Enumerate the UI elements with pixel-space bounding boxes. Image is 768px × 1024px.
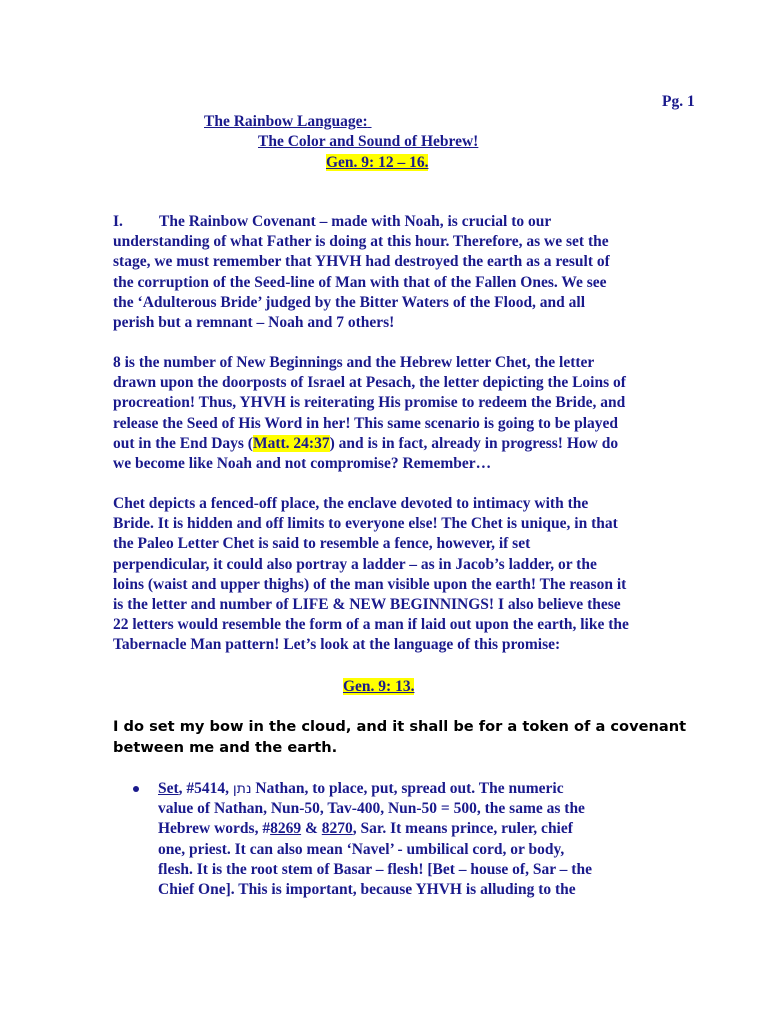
verse-line-1: I do set my bow in the cloud, and it shall be for a token of a covenant	[113, 718, 687, 735]
para3-line: perpendicular, it could also portray a ladder – as in Jacob’s ladder, or the	[113, 555, 597, 573]
para2-line: 8 is the number of New Beginnings and the Hebrew letter Chet, the letter	[113, 354, 595, 371]
para3-line: Bride. It is hidden and off limits to everyone else! The Chet is unique, in that	[113, 515, 618, 533]
para3-line: is the letter and number of LIFE & NEW BEGINNINGS! I also believe these	[113, 596, 621, 614]
para-new-beginnings	[113, 353, 713, 474]
page-number: Pg. 1	[662, 93, 695, 110]
intro-line: stage, we must remember that YHVH had destroyed the earth as a result of	[113, 253, 610, 271]
para2-line: drawn upon the doorposts of Israel at Pesach, the letter depicting the Loins of	[113, 374, 626, 392]
bullet-line3-pre: Hebrew words, #	[158, 820, 271, 838]
intro-line: the ‘Adulterous Bride’ judged by the Bitter Waters of the Flood, and all	[113, 293, 586, 311]
strongs-8270-link[interactable]: 8270	[321, 820, 353, 838]
intro-line: understanding of what Father is doing at this hour. Therefore, as we set the	[113, 233, 609, 251]
para2-line: we become like Noah and not compromise? Remember…	[113, 455, 492, 473]
sub-reference	[343, 678, 414, 696]
matt-reference: Matt. 24:37	[252, 434, 330, 452]
para-chet	[113, 494, 713, 656]
para3-line: loins (waist and upper thighs) of the man visible upon the earth! The reason it	[113, 575, 627, 593]
intro-paragraph	[113, 212, 713, 333]
intro-line-text: The Rainbow Covenant – made with Noah, is crucial to our	[159, 213, 552, 230]
bullet-line1-end: Nathan, to place, put, spread out. The numeric	[251, 780, 564, 797]
sub-reference-text: Gen. 9: 13.	[343, 678, 415, 695]
intro-line	[113, 212, 713, 232]
bullet-item-set	[158, 779, 718, 900]
bullet-line3-mid: &	[301, 820, 322, 838]
para2-line5-post: ) and is in fact, already in progress! How do	[329, 434, 619, 452]
verse-line-2: between me and the earth.	[113, 739, 338, 756]
verse-quote	[113, 716, 733, 758]
title-line-1-text: The Rainbow Language:	[204, 113, 368, 130]
para3-line: the Paleo Letter Chet is said to resemble a fence, however, if set	[113, 535, 531, 553]
para3-line: Tabernacle Man pattern! Let’s look at the language of this promise:	[113, 636, 561, 654]
bullet-line: Chief One]. This is important, because YHVH is alluding to the	[158, 881, 576, 899]
word-set-link[interactable]: Set	[158, 780, 179, 797]
title-line-1	[204, 113, 541, 131]
title-underline-tail	[368, 113, 541, 131]
bullet-line	[158, 819, 718, 839]
intro-numeral: I.	[113, 213, 123, 230]
bullet-icon	[133, 786, 139, 792]
para2-line5-pre: out in the End Days (	[113, 434, 253, 452]
bullet-line1-post: , #5414,	[178, 780, 233, 797]
hebrew-word: נתן	[232, 781, 252, 797]
intro-line: perish but a remnant – Noah and 7 others!	[113, 314, 395, 332]
para2-line: release the Seed of His Word in her! This same scenario is going to be played	[113, 414, 619, 432]
para2-line	[113, 434, 713, 454]
para3-line: Chet depicts a fenced-off place, the enclave devoted to intimacy with the	[113, 495, 589, 512]
title-reference	[326, 154, 428, 172]
para2-line: procreation! Thus, YHVH is reiterating His promise to redeem the Bride, and	[113, 394, 626, 412]
bullet-line: one, priest. It can also mean ‘Navel’ - umbilical cord, or body,	[158, 840, 565, 858]
bullet-line3-post: , Sar. It means prince, ruler, chief	[352, 820, 573, 838]
bullet-line	[158, 779, 718, 799]
title-line-2: The Color and Sound of Hebrew!	[258, 133, 479, 150]
bullet-line: flesh. It is the root stem of Basar – flesh! [Bet – house of, Sar – the	[158, 860, 592, 878]
bullet-line: value of Nathan, Nun-50, Tav-400, Nun-50 = 500, the same as the	[158, 800, 585, 818]
strongs-8269-link[interactable]: 8269	[270, 820, 302, 838]
para3-line: 22 letters would resemble the form of a man if laid out upon the earth, like the	[113, 616, 629, 634]
title-reference-text: Gen. 9: 12 – 16.	[326, 154, 429, 171]
intro-line: the corruption of the Seed-line of Man with that of the Fallen Ones. We see	[113, 273, 607, 291]
